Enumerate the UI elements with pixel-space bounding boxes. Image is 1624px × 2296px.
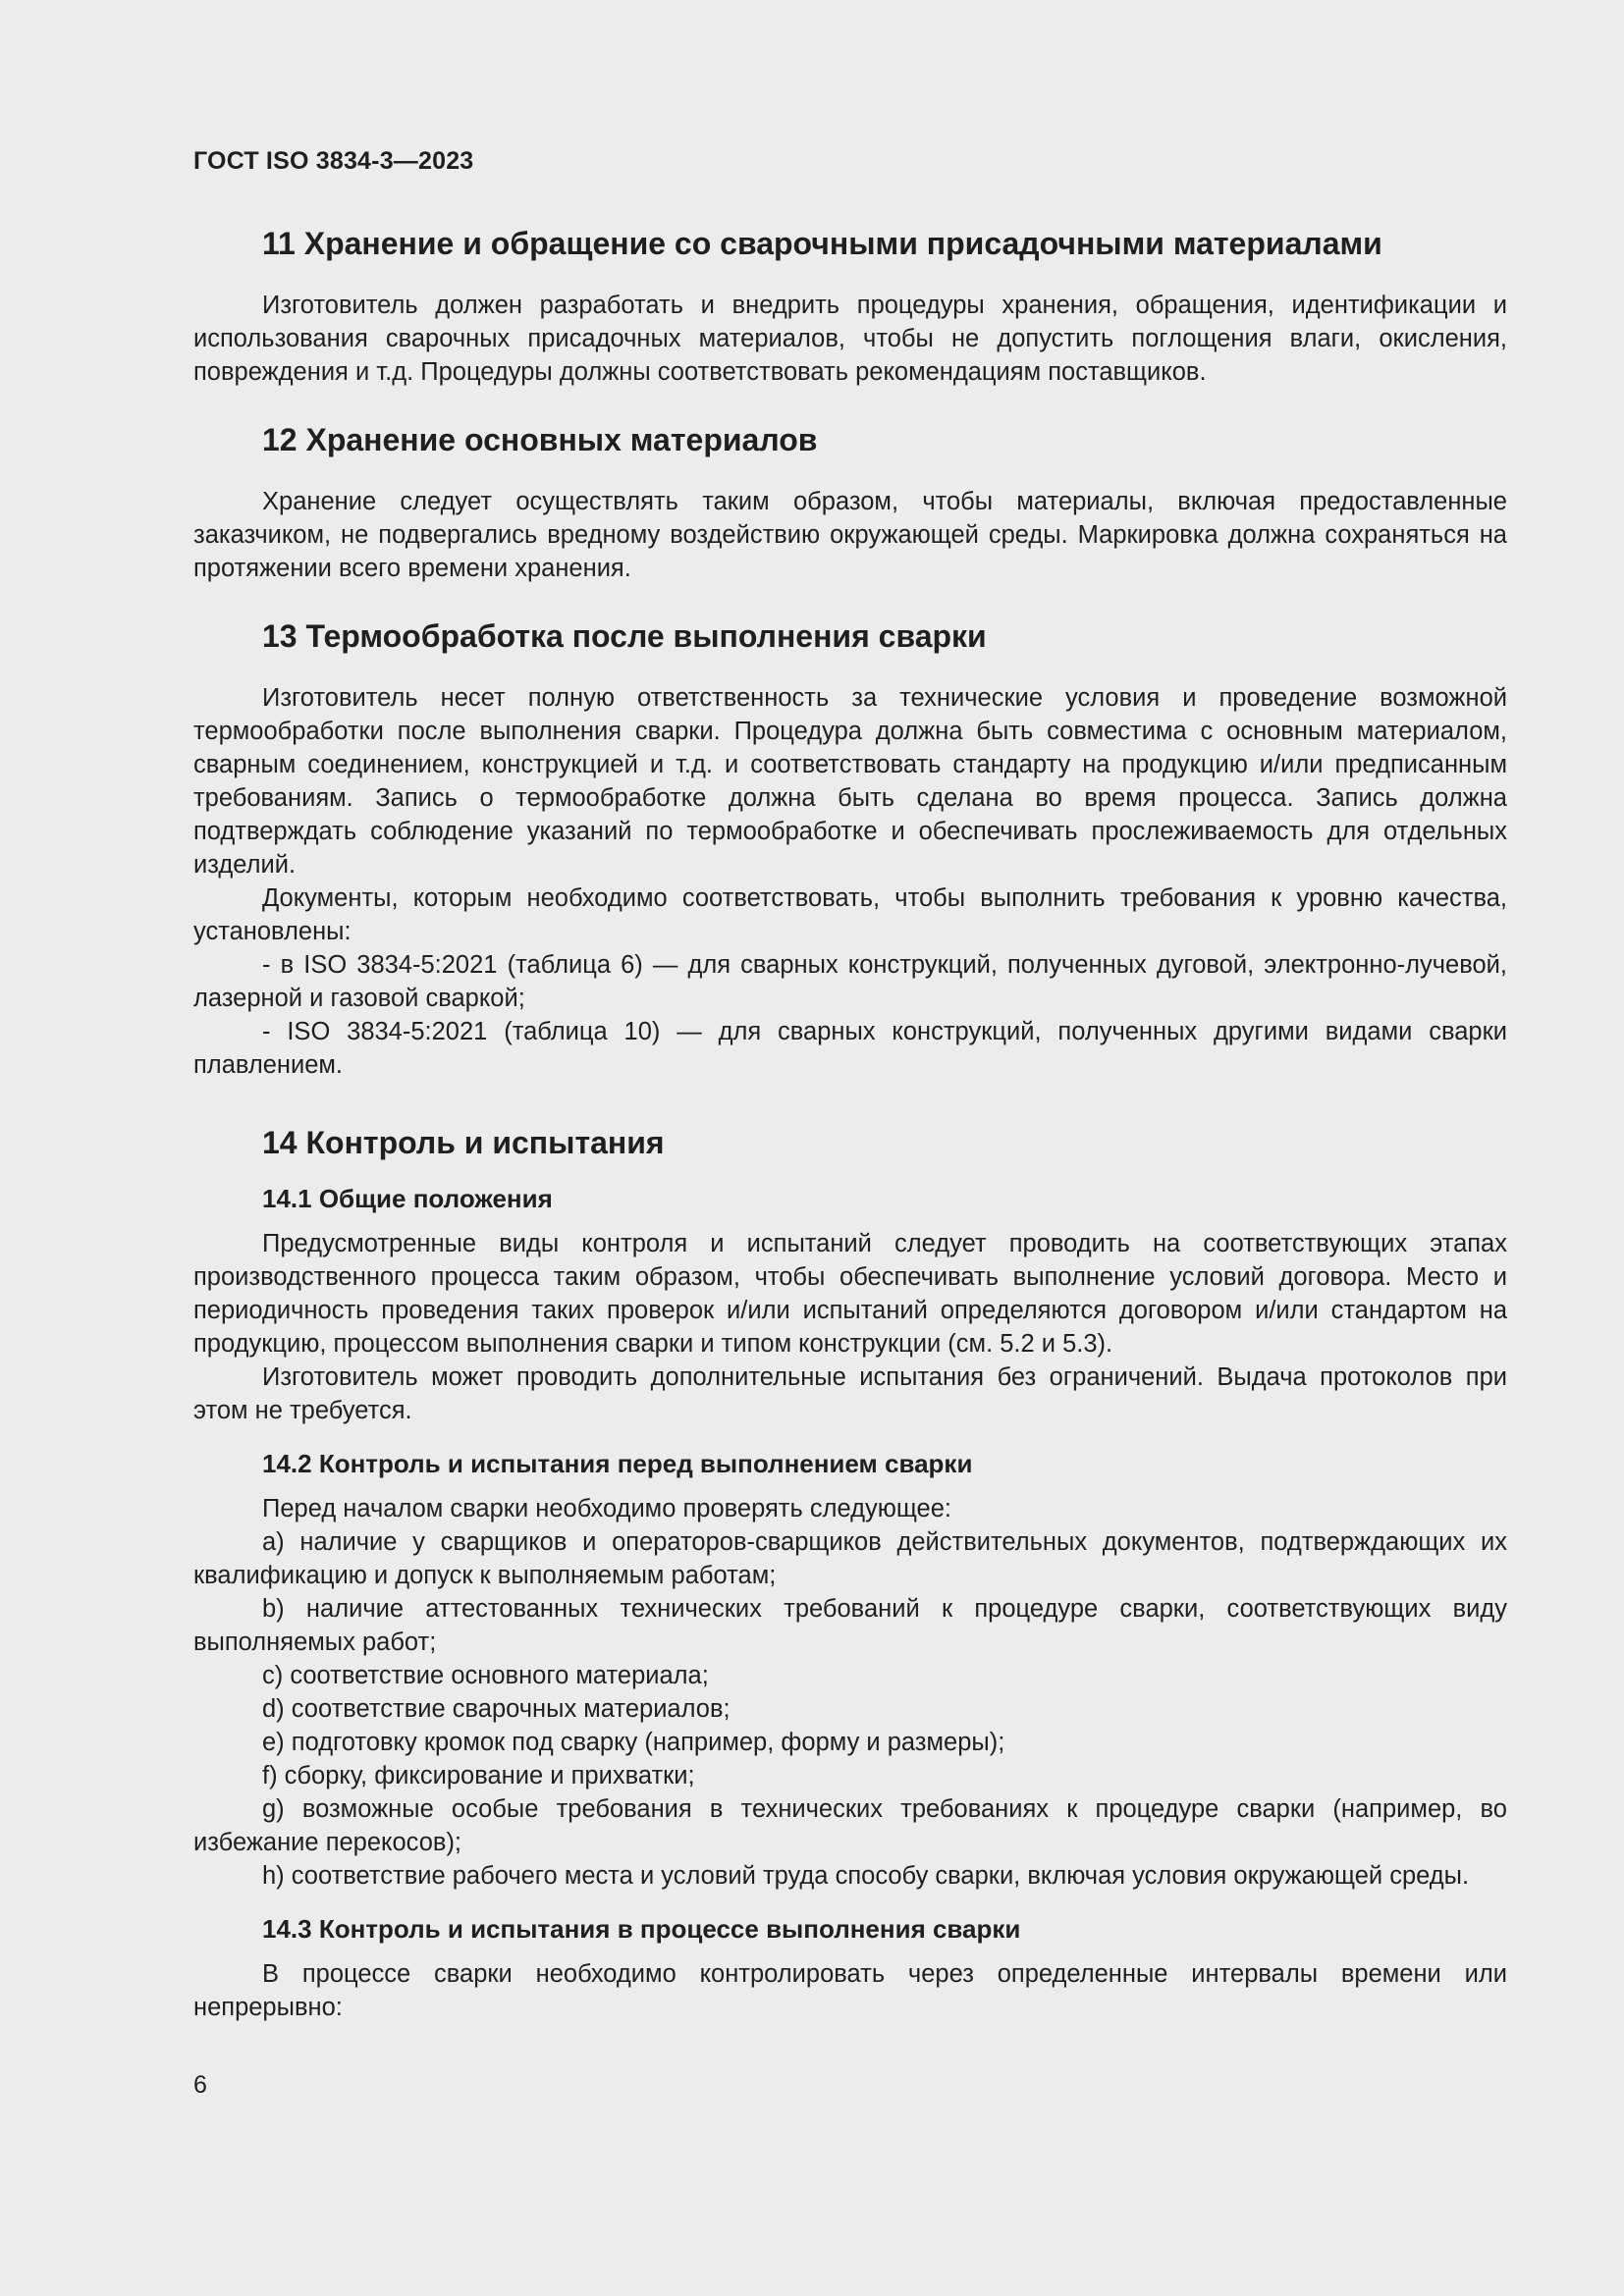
section-13-list-item-2: - ISO 3834-5:2021 (таблица 10) — для сварных конструкций, полученных другими видами сварки плавлением. <box>193 1018 1507 1079</box>
section-12-title: 12 Хранение основных материалов <box>262 422 818 457</box>
document-header: ГОСТ ISO 3834-3—2023 <box>193 147 474 175</box>
section-14-2-item-d: d) соответствие сварочных материалов; <box>262 1695 731 1723</box>
section-14-2-title: 14.2 Контроль и испытания перед выполнением сварки <box>262 1449 973 1478</box>
document-body <box>193 224 1507 2024</box>
section-11-title: 11 Хранение и обращение со сварочными присадочными материалами <box>262 226 1382 261</box>
section-14-2-item-g: g) возможные особые требования в технических требованиях к процедуре сварки (например, во избежание перекосов); <box>193 1795 1507 1856</box>
section-14-2-item-e: e) подготовку кромок под сварку (например, форму и размеры); <box>262 1729 1005 1756</box>
section-14-2-item-b: b) наличие аттестованных технических требований к процедуре сварки, соответствующих виду выполняемых работ; <box>193 1595 1507 1656</box>
section-14-3-title: 14.3 Контроль и испытания в процессе выполнения сварки <box>262 1914 1021 1944</box>
section-14-2-item-f: f) сборку, фиксирование и прихватки; <box>262 1762 695 1789</box>
section-14-2-intro: Перед началом сварки необходимо проверять следующее: <box>262 1495 951 1522</box>
section-13-title: 13 Термообработка после выполнения сварки <box>262 618 987 654</box>
section-11-paragraph: Изготовитель должен разработать и внедрить процедуры хранения, обращения, идентификации и использования сварочных присадочных материалов, чтобы не допустить поглощения влаги, окисления, повреждения и т.д. Процедуры должны соответствовать рекомендациям поставщиков. <box>193 292 1507 386</box>
section-13-paragraph-1: Изготовитель несет полную ответственность за технические условия и проведение возможной термообработки после выполнения сварки. Процедура должна быть совместима с основным материалом, сварным соединением, конструкцией и т.д. и соответствовать стандарту на продукцию и/или предписанным требованиям. Запись о термообработке должна быть сделана во время процесса. Запись должна подтверждать соблюдение указаний по термообработке и обеспечивать прослеживаемость для отдельных изделий. <box>193 684 1507 879</box>
section-14-1-title: 14.1 Общие положения <box>262 1184 553 1213</box>
section-13-list-item-1: - в ISO 3834-5:2021 (таблица 6) — для сварных конструкций, полученных дуговой, электронно-лучевой, лазерной и газовой сваркой; <box>193 951 1507 1012</box>
page-number: 6 <box>193 2071 207 2099</box>
section-13-paragraph-2: Документы, которым необходимо соответствовать, чтобы выполнить требования к уровню качества, установлены: <box>193 884 1507 945</box>
section-14-2-item-h: h) соответствие рабочего места и условий труда способу сварки, включая условия окружающей среды. <box>262 1862 1470 1890</box>
section-12-paragraph: Хранение следует осуществлять таким образом, чтобы материалы, включая предоставленные заказчиком, не подвергались вредному воздействию окружающей среды. Маркировка должна сохраняться на протяжении всего времени хранения. <box>193 488 1507 582</box>
section-14-title: 14 Контроль и испытания <box>262 1125 665 1160</box>
section-14-3-paragraph: В процессе сварки необходимо контролировать через определенные интервалы времени или непрерывно: <box>193 1960 1507 2021</box>
section-14-2-item-c: c) соответствие основного материала; <box>262 1662 709 1689</box>
section-14-1-paragraph-2: Изготовитель может проводить дополнительные испытания без ограничений. Выдача протоколов при этом не требуется. <box>193 1363 1507 1424</box>
section-14-2-item-a: а) наличие у сварщиков и операторов-сварщиков действительных документов, подтверждающих их квалификацию и допуск к выполняемым работам; <box>193 1528 1507 1589</box>
section-14-1-paragraph-1: Предусмотренные виды контроля и испытаний следует проводить на соответствующих этапах производственного процесса таким образом, чтобы обеспечивать выполнение условий договора. Место и периодичность проведения таких проверок и/или испытаний определяются договором и/или стандартом на продукцию, процессом выполнения сварки и типом конструкции (см. 5.2 и 5.3). <box>193 1230 1507 1358</box>
